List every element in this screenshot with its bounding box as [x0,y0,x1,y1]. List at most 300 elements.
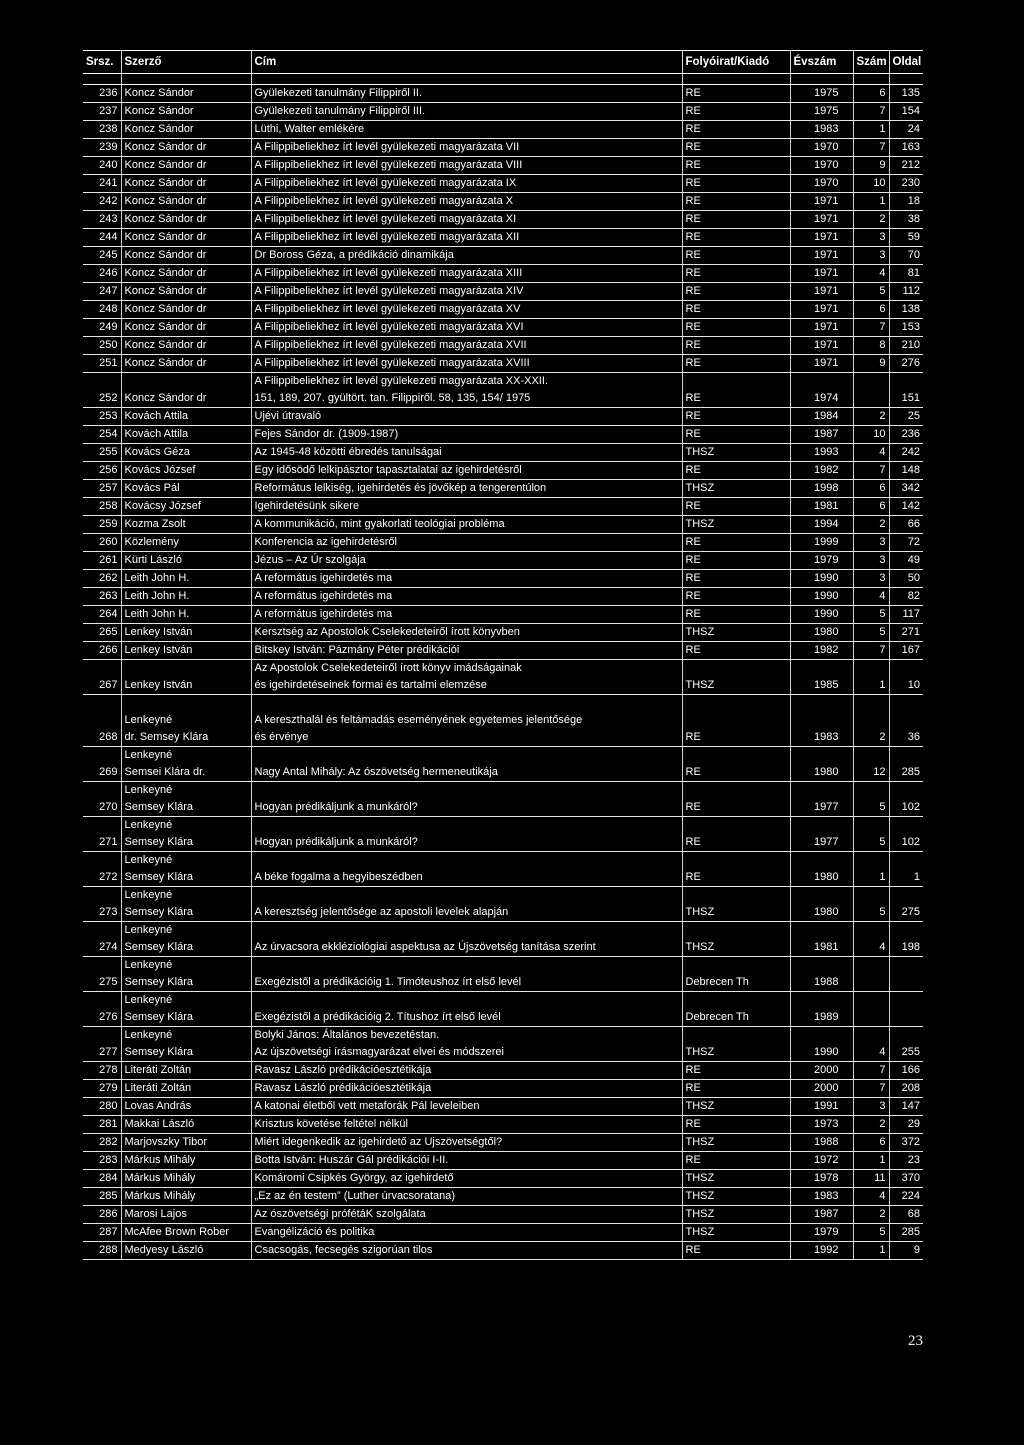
author-cell-line: Koncz Sándor [124,123,194,135]
publisher-cell: THSZ [682,624,790,642]
table-row [83,552,923,570]
author-cell [121,588,251,606]
row-number: 241 [83,175,121,193]
issue-cell: 6 [853,498,889,516]
table-row [83,957,923,992]
publisher-cell: RE [682,782,790,817]
page-cell: 370 [889,1170,923,1188]
issue-cell: 3 [853,229,889,247]
author-cell [121,229,251,247]
year-cell: 1971 [790,337,853,355]
title-cell-line: A Filippibeliekhez írt levél gyülekezeti magyarázata XIII [254,267,523,279]
title-cell-line: A református igehirdetés ma [254,572,393,584]
author-cell [121,103,251,121]
title-cell-line: Botta István: Huszár Gál prédikációi I-II. [254,1154,449,1166]
author-cell-line: Marosi Lajos [124,1208,187,1220]
year-cell: 1977 [790,782,853,817]
page-number: 23 [908,1333,923,1349]
page-cell: 10 [889,660,923,695]
author-cell [121,1188,251,1206]
title-cell-line: A Filippibeliekhez írt levél gyülekezeti magyarázata XI [254,213,517,225]
publisher-cell: RE [682,337,790,355]
table-row [83,922,923,957]
author-cell-line: Közlemény [124,536,179,548]
author-cell [121,301,251,319]
author-cell [121,624,251,642]
year-cell: 1987 [790,426,853,444]
issue-cell: 2 [853,408,889,426]
page-cell: 70 [889,247,923,265]
title-cell [251,1152,682,1170]
author-cell-line: Lenkeyné [124,924,173,936]
author-cell [121,534,251,552]
author-cell-line: Leith John H. [124,608,190,620]
page-cell: 153 [889,319,923,337]
page-cell: 68 [889,1206,923,1224]
title-cell [251,1027,682,1062]
title-cell-line: A Filippibeliekhez írt levél gyülekezeti magyarázata X [254,195,514,207]
row-number: 257 [83,480,121,498]
title-cell [251,211,682,229]
year-cell: 1994 [790,516,853,534]
issue-cell: 6 [853,480,889,498]
publisher-cell: RE [682,695,790,747]
row-number: 254 [83,426,121,444]
author-cell [121,1134,251,1152]
title-cell-line: A Filippibeliekhez írt levél gyülekezeti magyarázata XII [254,231,520,243]
publisher-cell: RE [682,193,790,211]
year-cell: 2000 [790,1080,853,1098]
author-cell-line: Semsey Klára [124,976,193,988]
title-cell [251,247,682,265]
page-cell: 198 [889,922,923,957]
issue-cell: 1 [853,660,889,695]
row-number: 260 [83,534,121,552]
table-row [83,373,923,408]
title-cell-line: A kommunikáció, mint gyakorlati teológiai probléma [254,518,505,530]
publisher-cell: RE [682,1062,790,1080]
page-cell: 1 [889,852,923,887]
author-cell [121,265,251,283]
author-cell-line: Koncz Sándor dr [124,213,207,225]
title-cell [251,1242,682,1260]
page-cell: 372 [889,1134,923,1152]
author-cell [121,480,251,498]
year-cell: 2000 [790,1062,853,1080]
page-cell: 9 [889,1242,923,1260]
table-row [83,624,923,642]
year-cell: 1982 [790,462,853,480]
issue-cell: 2 [853,1206,889,1224]
year-cell: 1979 [790,552,853,570]
author-cell [121,121,251,139]
title-cell-line: Krisztus követése feltétel nélkül [254,1118,408,1130]
row-number: 261 [83,552,121,570]
row-number: 279 [83,1080,121,1098]
row-number: 250 [83,337,121,355]
title-cell [251,103,682,121]
publisher-cell: RE [682,552,790,570]
table-row [83,992,923,1027]
page-cell: 50 [889,570,923,588]
title-cell-line: Fejes Sándor dr. (1909-1987) [254,428,399,440]
page-cell: 151 [889,373,923,408]
page-cell: 138 [889,301,923,319]
table-row [83,175,923,193]
author-cell [121,85,251,103]
author-cell-line: Kovács Pál [124,482,180,494]
author-cell [121,852,251,887]
issue-cell: 3 [853,1098,889,1116]
page-cell: 255 [889,1027,923,1062]
publisher-cell: RE [682,1242,790,1260]
row-number: 281 [83,1116,121,1134]
title-cell [251,516,682,534]
publisher-cell: THSZ [682,1188,790,1206]
page-cell: 59 [889,229,923,247]
title-cell-line: Ravasz László prédikációesztétikája [254,1082,432,1094]
issue-cell: 4 [853,1027,889,1062]
row-number: 246 [83,265,121,283]
publisher-cell: Debrecen Th [682,957,790,992]
year-cell: 1971 [790,355,853,373]
table-row [83,1188,923,1206]
author-cell [121,175,251,193]
publisher-cell: RE [682,211,790,229]
author-cell [121,660,251,695]
table-row [83,1116,923,1134]
author-cell-line: Kovách Attila [124,428,189,440]
year-cell: 1990 [790,1027,853,1062]
author-cell-line: Leith John H. [124,572,190,584]
publisher-cell: RE [682,157,790,175]
title-cell-line: A Filippibeliekhez írt levél gyülekezeti magyarázata XV [254,303,521,315]
year-cell: 1987 [790,1206,853,1224]
page-cell: 25 [889,408,923,426]
author-cell [121,887,251,922]
author-cell [121,782,251,817]
issue-cell: 8 [853,337,889,355]
page-cell: 342 [889,480,923,498]
table-row [83,852,923,887]
issue-cell: 5 [853,817,889,852]
year-cell: 1973 [790,1116,853,1134]
author-cell [121,373,251,408]
year-cell: 1980 [790,624,853,642]
author-cell-line: Semsey Klára [124,1011,193,1023]
title-cell-line: Bitskey István: Pázmány Péter prédikációi [254,644,460,656]
title-cell [251,444,682,462]
title-cell-line: A kereszthalál és feltámadás eseményének egyetemes jelentősége [254,714,583,726]
title-cell-line: és érvénye [254,731,309,743]
publisher-cell: RE [682,570,790,588]
page-cell: 224 [889,1188,923,1206]
title-cell-line: Ujévi útravaló [254,410,322,422]
author-cell [121,747,251,782]
year-cell: 1981 [790,922,853,957]
year-cell: 1988 [790,1134,853,1152]
issue-cell: 6 [853,1134,889,1152]
title-cell [251,747,682,782]
issue-cell: 10 [853,426,889,444]
title-cell-line: A református igehirdetés ma [254,590,393,602]
table-row [83,1062,923,1080]
year-cell: 1971 [790,229,853,247]
title-cell [251,1224,682,1242]
publisher-cell: RE [682,462,790,480]
publisher-cell: THSZ [682,1224,790,1242]
author-cell [121,552,251,570]
author-cell [121,211,251,229]
publisher-cell: RE [682,408,790,426]
author-cell-line: Lenkeyné [124,959,173,971]
title-cell-line: Miért idegenkedik az igehirdető az Ujszövetségtől? [254,1136,503,1148]
title-cell-line: A katonai életből vett metaforák Pál leveleiben [254,1100,480,1112]
author-cell-line: Marjovszky Tibor [124,1136,208,1148]
row-number: 236 [83,85,121,103]
title-cell [251,157,682,175]
author-cell [121,606,251,624]
page-cell: 142 [889,498,923,516]
author-cell [121,957,251,992]
issue-cell: 1 [853,852,889,887]
title-cell-line: A Filippibeliekhez írt levél gyülekezeti magyarázata XVIII [254,357,530,369]
issue-cell [853,373,889,408]
author-cell-line: Koncz Sándor dr [124,285,207,297]
title-cell [251,570,682,588]
author-cell-line: Leith John H. [124,590,190,602]
page-cell: 242 [889,444,923,462]
year-cell: 1971 [790,301,853,319]
author-cell-line: Koncz Sándor dr [124,303,207,315]
issue-cell: 5 [853,782,889,817]
author-cell-line: Lenkey István [124,679,193,691]
author-cell [121,157,251,175]
page-cell: 275 [889,887,923,922]
title-cell [251,922,682,957]
author-cell-line: Koncz Sándor [124,105,194,117]
year-cell: 1988 [790,957,853,992]
table-row [83,462,923,480]
title-cell-line: Exegézistől a prédikációig 1. Timóteushoz írt első levél [254,976,522,988]
page-cell: 135 [889,85,923,103]
table-row [83,103,923,121]
page-cell: 271 [889,624,923,642]
issue-cell: 2 [853,695,889,747]
table-row [83,121,923,139]
table-row [83,588,923,606]
row-number: 238 [83,121,121,139]
issue-cell: 7 [853,319,889,337]
issue-cell: 9 [853,355,889,373]
issue-cell: 3 [853,570,889,588]
title-cell [251,121,682,139]
issue-cell: 4 [853,265,889,283]
author-cell [121,319,251,337]
author-cell-line: Koncz Sándor [124,87,194,99]
row-number: 278 [83,1062,121,1080]
title-cell [251,606,682,624]
issue-cell: 2 [853,1116,889,1134]
row-number: 280 [83,1098,121,1116]
publisher-cell: RE [682,588,790,606]
title-cell [251,992,682,1027]
table-row [83,498,923,516]
author-cell [121,337,251,355]
row-number: 265 [83,624,121,642]
year-cell: 1974 [790,373,853,408]
title-cell [251,229,682,247]
author-cell [121,1170,251,1188]
year-cell: 1984 [790,408,853,426]
title-cell [251,175,682,193]
title-cell-line: Az úrvacsora ekkléziológiai aspektusa az Újszövetség tanítása szerint [254,941,596,953]
title-cell-line: Ravasz László prédikációesztétikája [254,1064,432,1076]
year-cell: 1975 [790,85,853,103]
page-cell: 285 [889,747,923,782]
title-cell [251,408,682,426]
title-cell [251,852,682,887]
title-cell [251,782,682,817]
issue-cell: 3 [853,552,889,570]
issue-cell: 5 [853,606,889,624]
table-row [83,193,923,211]
year-cell: 1979 [790,1224,853,1242]
author-cell-line: Koncz Sándor dr [124,177,207,189]
row-number: 283 [83,1152,121,1170]
table-row [83,817,923,852]
issue-cell: 6 [853,301,889,319]
title-cell-line: Bolyki János: Általános bevezetéstan. [254,1029,440,1041]
table-row [83,480,923,498]
table-row [83,642,923,660]
col-header-srsz: Srsz. [83,51,121,74]
title-cell-line: A béke fogalma a hegyibeszédben [254,871,423,883]
author-cell-line: Koncz Sándor dr [124,321,207,333]
author-cell-line: Koncz Sándor dr [124,339,207,351]
author-cell [121,1152,251,1170]
page-cell: 81 [889,265,923,283]
title-cell-line: A Filippibeliekhez írt levél gyülekezeti magyarázata XIV [254,285,524,297]
year-cell: 1990 [790,588,853,606]
publisher-cell: THSZ [682,516,790,534]
title-cell-line: Jézus – Az Úr szolgája [254,554,366,566]
author-cell-line: Lenkeyné [124,714,173,726]
title-cell-line: A keresztség jelentősége az apostoli levelek alapján [254,906,509,918]
page-cell: 147 [889,1098,923,1116]
issue-cell: 5 [853,887,889,922]
title-cell [251,1062,682,1080]
year-cell: 1971 [790,193,853,211]
year-cell: 1970 [790,157,853,175]
publisher-cell: THSZ [682,1098,790,1116]
author-cell-line: Koncz Sándor dr [124,249,207,261]
publisher-cell: THSZ [682,1027,790,1062]
author-cell-line: Lovas András [124,1100,192,1112]
issue-cell: 1 [853,121,889,139]
title-cell-line: Lüthi, Walter emlékére [254,123,365,135]
title-cell-line: A Filippibeliekhez írt levél gyülekezeti magyarázata VII [254,141,520,153]
header-row [83,51,923,74]
issue-cell: 5 [853,1224,889,1242]
table-row [83,139,923,157]
row-number: 242 [83,193,121,211]
title-cell [251,139,682,157]
title-cell-line: Az újszövetségi írásmagyarázat elvei és módszerei [254,1046,504,1058]
title-cell-line: Kersztség az Apostolok Cselekedeteiről írott könyvben [254,626,520,638]
year-cell: 1971 [790,319,853,337]
page-cell: 236 [889,426,923,444]
author-cell-line: Semsei Klára dr. [124,766,206,778]
year-cell: 1998 [790,480,853,498]
row-number: 245 [83,247,121,265]
publisher-cell: RE [682,121,790,139]
col-header-cim: Cím [251,51,682,74]
title-cell [251,957,682,992]
title-cell [251,624,682,642]
page-cell: 166 [889,1062,923,1080]
title-cell-line: Evangélizáció és politika [254,1226,375,1238]
page-cell [889,957,923,992]
table-row [83,301,923,319]
row-number: 248 [83,301,121,319]
issue-cell: 2 [853,211,889,229]
publisher-cell: RE [682,265,790,283]
page-cell: 29 [889,1116,923,1134]
author-cell [121,817,251,852]
page-cell: 210 [889,337,923,355]
table-row [83,1206,923,1224]
issue-cell: 1 [853,193,889,211]
author-cell-line: Márkus Mihály [124,1172,196,1184]
publisher-cell: RE [682,747,790,782]
publisher-cell: THSZ [682,887,790,922]
title-cell [251,1116,682,1134]
author-cell-line: dr. Semsey Klára [124,731,209,743]
page-cell: 148 [889,462,923,480]
publisher-cell: RE [682,319,790,337]
issue-cell: 7 [853,103,889,121]
year-cell: 1990 [790,606,853,624]
row-number: 249 [83,319,121,337]
title-cell [251,1188,682,1206]
year-cell: 1975 [790,103,853,121]
author-cell [121,992,251,1027]
table-row [83,887,923,922]
author-cell-line: Márkus Mihály [124,1190,196,1202]
year-cell: 1982 [790,642,853,660]
row-number: 266 [83,642,121,660]
title-cell-line: Egy idősödő lelkipásztor tapasztalatai az igehirdetésről [254,464,522,476]
title-cell [251,498,682,516]
author-cell-line: Lenkeyné [124,994,173,1006]
row-number: 237 [83,103,121,121]
table-row [83,534,923,552]
year-cell: 1990 [790,570,853,588]
table-row [83,1080,923,1098]
page-cell: 285 [889,1224,923,1242]
year-cell: 1983 [790,695,853,747]
issue-cell: 4 [853,922,889,957]
author-cell [121,922,251,957]
row-number: 252 [83,373,121,408]
author-cell-line: Semsey Klára [124,906,193,918]
page-cell: 66 [889,516,923,534]
author-cell [121,1098,251,1116]
year-cell: 1970 [790,175,853,193]
year-cell: 1980 [790,747,853,782]
author-cell-line: Semsey Klára [124,836,193,848]
